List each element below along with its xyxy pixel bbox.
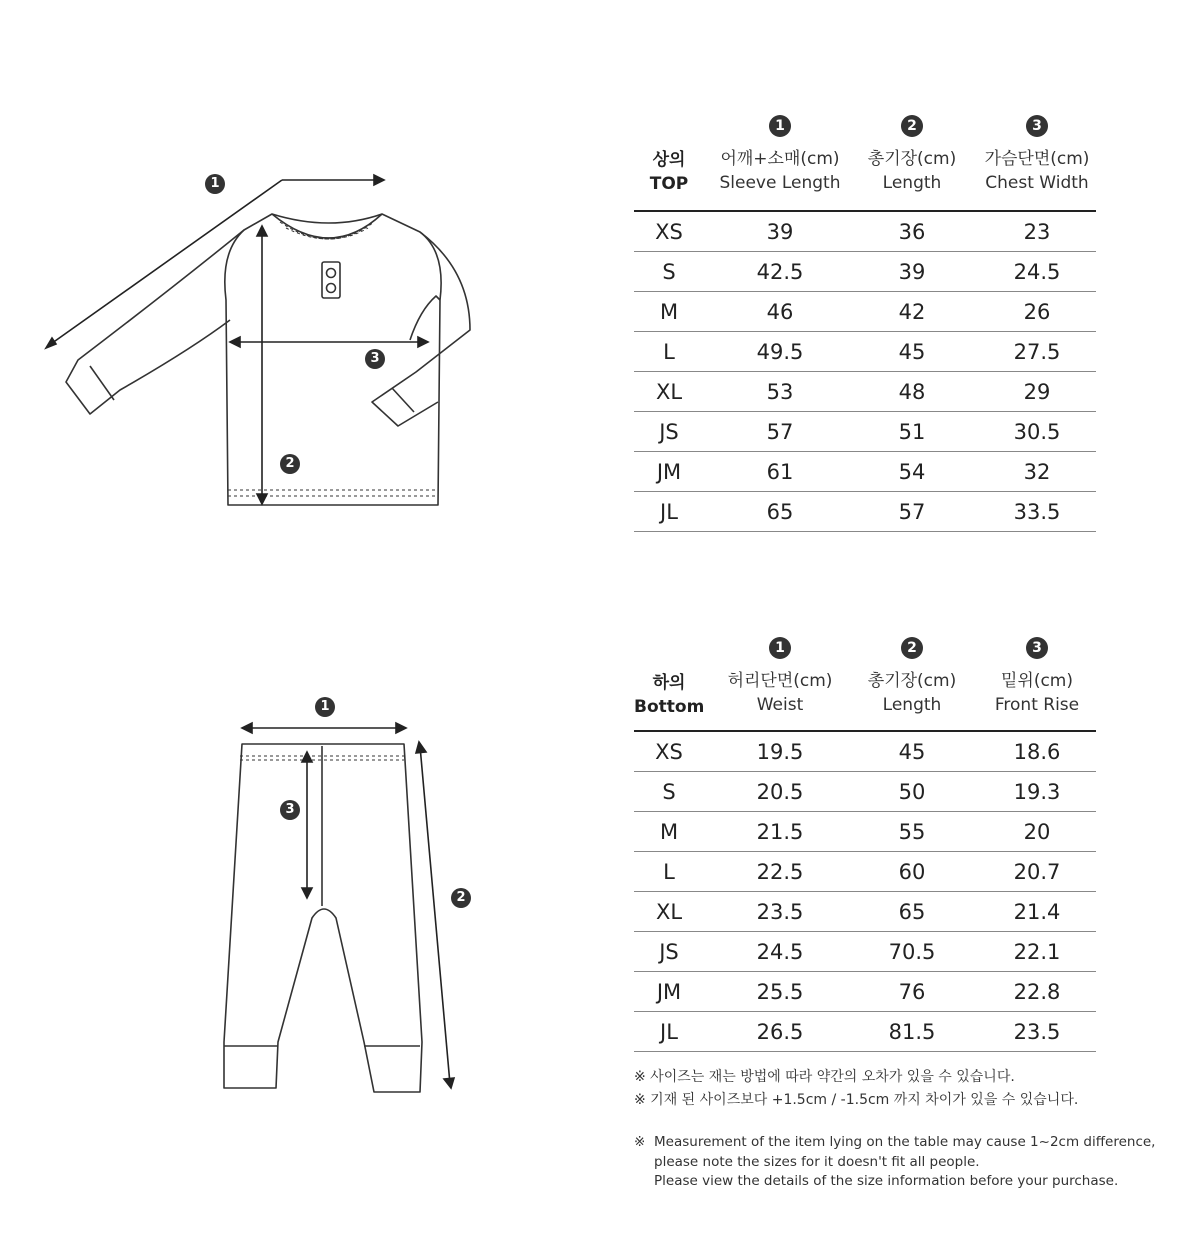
- size-cell: JL: [660, 1020, 678, 1044]
- column-header-ko: 허리단면(cm): [727, 671, 833, 691]
- value-cell: 26.5: [756, 1020, 804, 1044]
- value-cell: 22.5: [756, 860, 804, 884]
- value-cell: 36: [898, 220, 926, 244]
- value-cell: 54: [898, 460, 926, 484]
- column-number-badge: 1: [769, 637, 791, 659]
- size-cell: JS: [659, 420, 679, 444]
- value-cell: 32: [1023, 460, 1051, 484]
- value-cell: 81.5: [888, 1020, 936, 1044]
- size-cell: XL: [655, 380, 683, 404]
- note-line: Measurement of the item lying on the table may cause 1~2cm difference,: [654, 1134, 1156, 1150]
- table-row: [634, 972, 1096, 1012]
- table-row: [634, 852, 1096, 892]
- top-category-ko: 상의: [652, 150, 686, 170]
- size-cell: JS: [659, 940, 679, 964]
- column-header-ko: 가슴단면(cm): [984, 149, 1090, 169]
- value-cell: 49.5: [756, 340, 804, 364]
- column-header-ko: 총기장(cm): [867, 149, 957, 169]
- size-cell: S: [662, 260, 676, 284]
- note-line: ※ 사이즈는 재는 방법에 따라 약간의 오차가 있을 수 있습니다.: [634, 1069, 1015, 1085]
- value-cell: 51: [898, 420, 926, 444]
- size-cell: L: [663, 340, 675, 364]
- top-mark-1: 1: [205, 174, 225, 194]
- value-cell: 53: [766, 380, 794, 404]
- table-row: [634, 372, 1096, 412]
- value-cell: 23.5: [1013, 1020, 1061, 1044]
- value-cell: 24.5: [1013, 260, 1061, 284]
- value-cell: 76: [898, 980, 926, 1004]
- size-cell: JM: [656, 460, 682, 484]
- bottom-size-table: [634, 637, 1096, 1052]
- top-mark-3: 3: [365, 349, 385, 369]
- table-row: [634, 1012, 1096, 1052]
- bottom-mark-3: 3: [280, 800, 300, 820]
- value-cell: 57: [766, 420, 794, 444]
- column-header-ko: 밑위(cm): [1000, 671, 1073, 691]
- value-cell: 39: [898, 260, 926, 284]
- column-header-en: Length: [882, 695, 942, 715]
- bottom-category-ko: 하의: [652, 673, 686, 693]
- bottom-table-header: [634, 637, 1096, 730]
- table-row: [634, 212, 1096, 252]
- column-header-en: Chest Width: [985, 173, 1089, 193]
- top-mark-2: 2: [280, 454, 300, 474]
- column-header-en: Length: [882, 173, 942, 193]
- column-header-ko: 어깨+소매(cm): [720, 149, 840, 169]
- table-row: [634, 772, 1096, 812]
- value-cell: 61: [766, 460, 794, 484]
- value-cell: 42: [898, 300, 926, 324]
- column-number-badge: 3: [1026, 637, 1048, 659]
- value-cell: 57: [898, 500, 926, 524]
- size-cell: L: [663, 860, 675, 884]
- note-line: ※ 기재 된 사이즈보다 +1.5cm / -1.5cm 까지 차이가 있을 수 있습니다.: [634, 1092, 1079, 1108]
- value-cell: 24.5: [756, 940, 804, 964]
- bottom-table-body: [634, 730, 1096, 1052]
- bottom-mark-2: 2: [451, 888, 471, 908]
- size-cell: JL: [660, 500, 678, 524]
- english-note: [634, 1133, 1155, 1192]
- size-cell: S: [662, 780, 676, 804]
- value-cell: 18.6: [1013, 740, 1061, 764]
- value-cell: 46: [766, 300, 794, 324]
- size-cell: XS: [655, 220, 683, 244]
- size-cell: XS: [655, 740, 683, 764]
- table-row: [634, 812, 1096, 852]
- top-table-body: [634, 210, 1096, 532]
- value-cell: 50: [898, 780, 926, 804]
- value-cell: 55: [898, 820, 926, 844]
- value-cell: 26: [1023, 300, 1051, 324]
- value-cell: 29: [1023, 380, 1051, 404]
- table-row: [634, 292, 1096, 332]
- size-cell: M: [659, 820, 679, 844]
- column-header-en: Weist: [756, 695, 804, 715]
- value-cell: 22.1: [1013, 940, 1061, 964]
- value-cell: 45: [898, 740, 926, 764]
- table-row: [634, 452, 1096, 492]
- note-mark: ※: [634, 1134, 646, 1150]
- column-header-en: Front Rise: [994, 695, 1080, 715]
- value-cell: 60: [898, 860, 926, 884]
- table-row: [634, 492, 1096, 532]
- value-cell: 45: [898, 340, 926, 364]
- column-number-badge: 1: [769, 115, 791, 137]
- value-cell: 20.5: [756, 780, 804, 804]
- value-cell: 23: [1023, 220, 1051, 244]
- value-cell: 20: [1023, 820, 1051, 844]
- column-number-badge: 3: [1026, 115, 1048, 137]
- table-row: [634, 252, 1096, 292]
- column-number-badge: 2: [901, 115, 923, 137]
- value-cell: 48: [898, 380, 926, 404]
- top-garment-illustration: [30, 160, 510, 520]
- bottom-mark-1: 1: [315, 697, 335, 717]
- value-cell: 65: [766, 500, 794, 524]
- value-cell: 19.3: [1013, 780, 1061, 804]
- value-cell: 22.8: [1013, 980, 1061, 1004]
- column-header-en: Sleeve Length: [719, 173, 841, 193]
- value-cell: 42.5: [756, 260, 804, 284]
- korean-notes: [634, 1066, 1078, 1112]
- value-cell: 27.5: [1013, 340, 1061, 364]
- size-cell: XL: [655, 900, 683, 924]
- size-cell: JM: [656, 980, 682, 1004]
- bottom-garment-illustration: [210, 700, 470, 1100]
- table-row: [634, 412, 1096, 452]
- top-size-table: [634, 115, 1096, 532]
- note-line: please note the sizes for it doesn't fit all people.: [654, 1153, 980, 1170]
- table-row: [634, 932, 1096, 972]
- value-cell: 25.5: [756, 980, 804, 1004]
- value-cell: 21.5: [756, 820, 804, 844]
- value-cell: 20.7: [1013, 860, 1061, 884]
- value-cell: 21.4: [1013, 900, 1061, 924]
- value-cell: 70.5: [888, 940, 936, 964]
- value-cell: 19.5: [756, 740, 804, 764]
- table-row: [634, 732, 1096, 772]
- column-number-badge: 2: [901, 637, 923, 659]
- value-cell: 39: [766, 220, 794, 244]
- value-cell: 30.5: [1013, 420, 1061, 444]
- note-line: Please view the details of the size information before your purchase.: [654, 1173, 1119, 1189]
- size-cell: M: [659, 300, 679, 324]
- table-row: [634, 332, 1096, 372]
- top-table-header: [634, 115, 1096, 210]
- value-cell: 23.5: [756, 900, 804, 924]
- value-cell: 33.5: [1013, 500, 1061, 524]
- bottom-category-en: Bottom: [634, 697, 705, 717]
- table-row: [634, 892, 1096, 932]
- top-category-en: TOP: [649, 174, 689, 194]
- column-header-ko: 총기장(cm): [867, 671, 957, 691]
- value-cell: 65: [898, 900, 926, 924]
